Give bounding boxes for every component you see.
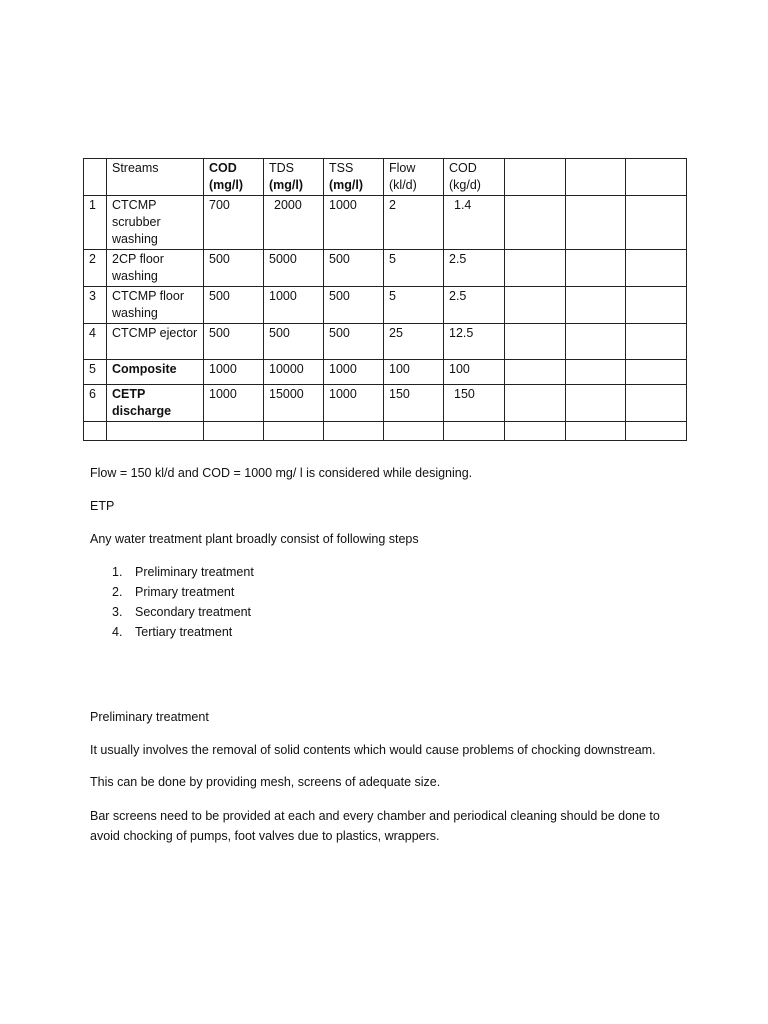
empty-cell — [626, 196, 687, 250]
header-cell-tds: TDS (mg/l) — [264, 159, 324, 196]
empty-cell — [384, 422, 444, 441]
tss-cell: 1000 — [324, 385, 384, 422]
empty-cell — [84, 422, 107, 441]
table-row — [84, 196, 687, 250]
empty-cell — [626, 422, 687, 441]
table-row-empty — [84, 422, 687, 441]
design-basis-text: Flow = 150 kl/d and COD = 1000 mg/ l is considered while designing. — [90, 466, 473, 480]
empty-cell — [505, 287, 566, 324]
cod-kgd-cell: 12.5 — [444, 324, 505, 360]
list-item — [112, 602, 254, 622]
empty-cell — [566, 250, 626, 287]
row-number: 3 — [84, 287, 107, 324]
flow-cell: 25 — [384, 324, 444, 360]
empty-cell — [566, 324, 626, 360]
header-cell — [84, 159, 107, 196]
cod-mgl-cell: 500 — [204, 250, 264, 287]
stream-name: 2CP floor washing — [107, 250, 204, 287]
empty-cell — [626, 385, 687, 422]
cod-kgd-cell: 2.5 — [444, 250, 505, 287]
list-item — [112, 562, 254, 582]
empty-cell — [566, 287, 626, 324]
row-number: 4 — [84, 324, 107, 360]
preliminary-paragraph-1: It usually involves the removal of solid contents which would cause problems of chocking downstream. — [90, 743, 656, 757]
streams-table — [83, 158, 687, 441]
empty-cell — [204, 422, 264, 441]
cod-mgl-cell: 700 — [204, 196, 264, 250]
empty-cell — [505, 385, 566, 422]
treatment-steps-list — [112, 562, 254, 642]
tss-cell: 500 — [324, 287, 384, 324]
etp-heading: ETP — [90, 499, 115, 513]
flow-cell: 2 — [384, 196, 444, 250]
cod-mgl-cell: 1000 — [204, 385, 264, 422]
table-row — [84, 360, 687, 385]
list-item-label: Preliminary treatment — [135, 565, 254, 579]
empty-cell — [324, 422, 384, 441]
stream-name: CTCMP floor washing — [107, 287, 204, 324]
preliminary-paragraph-3-line-1: Bar screens need to be provided at each and every chamber and periodical cleaning should be done to — [90, 809, 660, 823]
list-item — [112, 582, 254, 602]
tds-cell: 1000 — [264, 287, 324, 324]
table-row — [84, 250, 687, 287]
list-item-label: Secondary treatment — [135, 605, 252, 619]
empty-cell — [444, 422, 505, 441]
header-cell — [505, 159, 566, 196]
tss-cell: 500 — [324, 250, 384, 287]
preliminary-paragraph-2: This can be done by providing mesh, screens of adequate size. — [90, 775, 441, 789]
stream-name: Composite — [107, 360, 204, 385]
empty-cell — [566, 196, 626, 250]
tds-cell: 500 — [264, 324, 324, 360]
list-item-number: 1. — [112, 565, 123, 579]
list-item — [112, 622, 254, 642]
tss-cell: 1000 — [324, 196, 384, 250]
cod-kgd-cell: 100 — [444, 360, 505, 385]
tds-cell: 10000 — [264, 360, 324, 385]
table-row — [84, 385, 687, 422]
empty-cell — [566, 385, 626, 422]
steps-intro-text: Any water treatment plant broadly consist of following steps — [90, 532, 419, 546]
cod-mgl-cell: 500 — [204, 287, 264, 324]
empty-cell — [107, 422, 204, 441]
row-number: 5 — [84, 360, 107, 385]
empty-cell — [505, 360, 566, 385]
empty-cell — [566, 360, 626, 385]
empty-cell — [264, 422, 324, 441]
tds-cell: 2000 — [264, 196, 324, 250]
empty-cell — [505, 196, 566, 250]
empty-cell — [626, 324, 687, 360]
cod-mgl-cell: 1000 — [204, 360, 264, 385]
empty-cell — [626, 287, 687, 324]
stream-name: CTCMP scrubber washing — [107, 196, 204, 250]
header-cell-flow: Flow (kl/d) — [384, 159, 444, 196]
list-item-number: 3. — [112, 605, 123, 619]
cod-kgd-cell: 150 — [444, 385, 505, 422]
flow-cell: 5 — [384, 250, 444, 287]
header-cell-cod-kgd: COD (kg/d) — [444, 159, 505, 196]
preliminary-paragraph-3-line-2: avoid chocking of pumps, foot valves due to plastics, wrappers. — [90, 829, 440, 843]
header-cell-streams: Streams — [107, 159, 204, 196]
stream-name: CTCMP ejector — [107, 324, 204, 360]
tss-cell: 500 — [324, 324, 384, 360]
row-number: 2 — [84, 250, 107, 287]
empty-cell — [626, 360, 687, 385]
table-header-row — [84, 159, 687, 196]
header-cell — [626, 159, 687, 196]
flow-cell: 5 — [384, 287, 444, 324]
preliminary-heading: Preliminary treatment — [90, 710, 209, 724]
tss-cell: 1000 — [324, 360, 384, 385]
tds-cell: 5000 — [264, 250, 324, 287]
empty-cell — [505, 324, 566, 360]
empty-cell — [566, 422, 626, 441]
list-item-number: 2. — [112, 585, 123, 599]
header-cell-tss: TSS (mg/l) — [324, 159, 384, 196]
header-cell — [566, 159, 626, 196]
flow-cell: 150 — [384, 385, 444, 422]
cod-mgl-cell: 500 — [204, 324, 264, 360]
empty-cell — [626, 250, 687, 287]
cod-kgd-cell: 2.5 — [444, 287, 505, 324]
empty-cell — [505, 250, 566, 287]
list-item-label: Primary treatment — [135, 585, 235, 599]
header-cell-cod-mgl: COD (mg/l) — [204, 159, 264, 196]
list-item-label: Tertiary treatment — [135, 625, 233, 639]
cod-kgd-cell: 1.4 — [444, 196, 505, 250]
empty-cell — [505, 422, 566, 441]
stream-name: CETP discharge — [107, 385, 204, 422]
flow-cell: 100 — [384, 360, 444, 385]
row-number: 6 — [84, 385, 107, 422]
list-item-number: 4. — [112, 625, 123, 639]
table-row — [84, 324, 687, 360]
table-row — [84, 287, 687, 324]
row-number: 1 — [84, 196, 107, 250]
tds-cell: 15000 — [264, 385, 324, 422]
